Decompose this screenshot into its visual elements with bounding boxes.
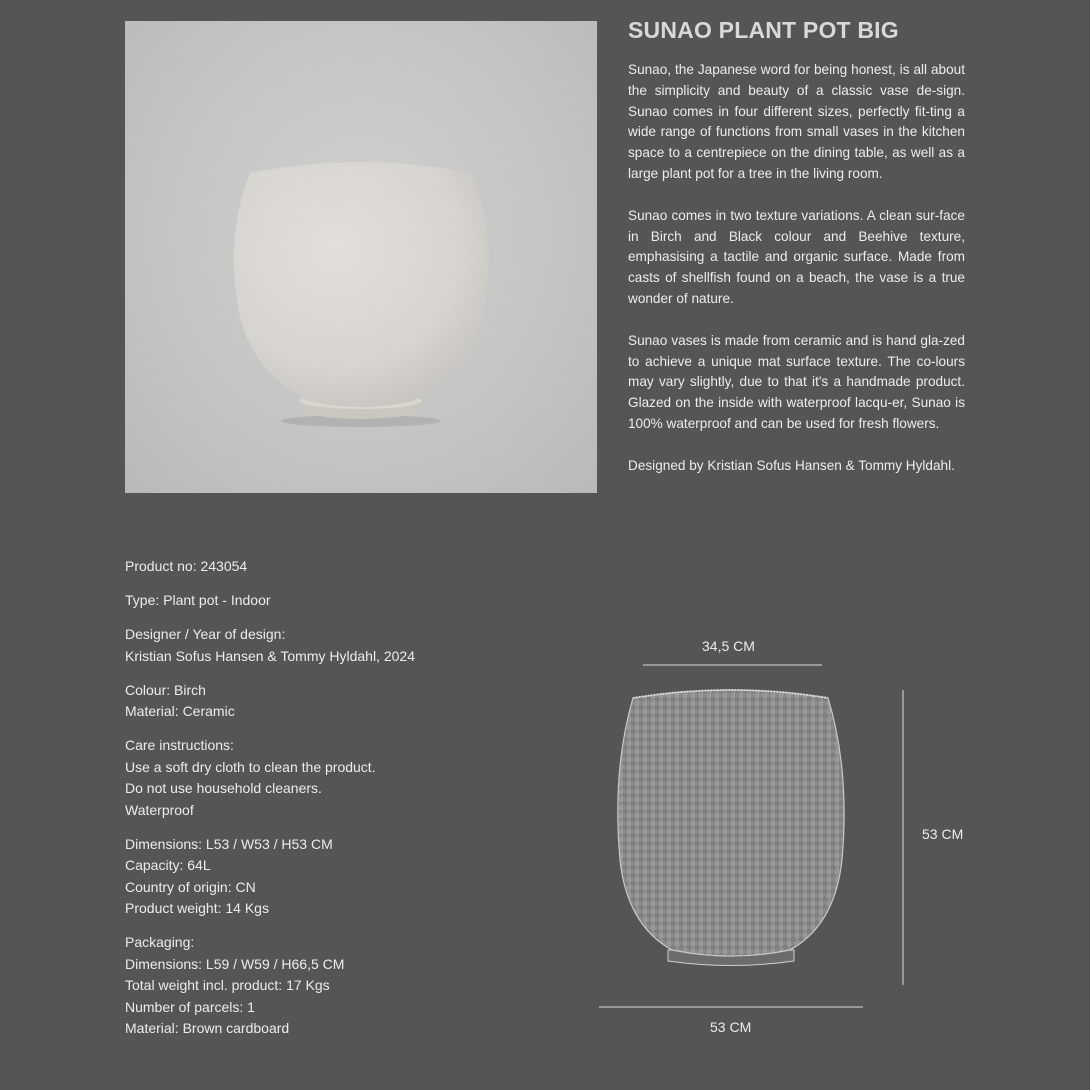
product-photo [125,21,597,493]
spec-line: Product weight: 14 Kgs [125,900,269,916]
product-description [628,60,965,498]
spec-line: Designer / Year of design: [125,626,286,642]
spec-line: Dimensions: L59 / W59 / H66,5 CM [125,955,345,972]
spec-list [125,556,545,1052]
description-paragraph: Sunao comes in two texture variations. A clean sur-face in Birch and Black colour and Beehive texture, emphasising a tactile and organic surface. Made from casts of shellfish found on a beach, the vase is a true wonder of nature. [628,207,965,306]
spec-line: Number of parcels: 1 [125,998,255,1015]
description-paragraph: Sunao vases is made from ceramic and is hand gla-zed to achieve a unique mat surface texture. The co-lours may vary slightly, due to that it's a handmade product. Glazed on the inside with waterproof lacqu-er, Sunao is 100% waterproof and can be used for fresh flowers. [628,332,965,431]
spec-line: Waterproof [125,801,194,818]
spec-type [125,590,545,612]
spec-line: Care instructions: [125,737,234,753]
top-width-label: 34,5 CM [702,638,755,654]
description-paragraph: Sunao, the Japanese word for being honest, is all about the simplicity and beauty of a classic vase de-sign. Sunao comes in four different sizes, perfectly fit-ting a wide range of functions from small vases in the kitchen space to a centrepiece on the dining table, as well as a large plant pot for a tree in the living room. [628,62,965,181]
spec-line: Kristian Sofus Hansen & Tommy Hyldahl, 2024 [125,647,415,664]
spec-line: Capacity: 64L [125,857,211,873]
spec-line: Country of origin: CN [125,878,256,895]
spec-line: Material: Ceramic [125,703,235,719]
spec-line: Dimensions: L53 / W53 / H53 CM [125,835,333,852]
designer-credit: Designed by Kristian Sofus Hansen & Tommy Hyldahl. [628,457,955,473]
spec-dimensions [125,834,545,920]
spec-line: Type: Plant pot - Indoor [125,592,271,608]
spec-line: Colour: Birch [125,681,206,698]
spec-line: Use a soft dry cloth to clean the product. [125,758,376,775]
spec-line: Packaging: [125,934,195,950]
product-title: SUNAO PLANT POT BIG [628,17,899,43]
spec-line: Total weight incl. product: 17 Kgs [125,977,330,993]
spec-designer [125,624,545,667]
spec-line: Material: Brown cardboard [125,1020,290,1036]
spec-product-no [125,556,545,578]
spec-packaging [125,932,545,1040]
spec-colour-material [125,680,545,723]
bottom-width-label: 53 CM [710,1019,752,1035]
spec-care [125,735,545,821]
pot-drawing [595,630,975,1050]
spec-line: Do not use household cleaners. [125,780,322,796]
spec-line: Product no: 243054 [125,558,248,574]
height-label: 53 CM [922,826,964,842]
plant-pot-image [125,21,597,493]
dimension-drawing [595,630,975,1050]
